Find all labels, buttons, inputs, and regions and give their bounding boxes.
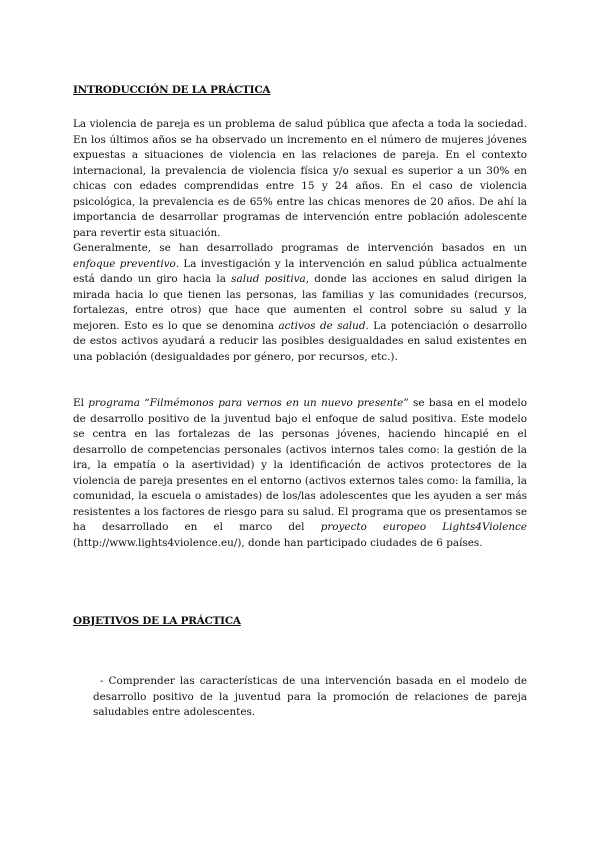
emphasis-enfoque-preventivo: enfoque preventivo — [73, 257, 176, 270]
text-run: El — [73, 397, 89, 409]
text-run: ” se basa en el modelo de desarrollo positivo de la juventud bajo el enfoque de salud positiva. Este modelo se centra en las fortalezas de las personas jóvenes, haciendo hincapié en el desarrollo de competencias personales (activos internos tales como: la gestión de la ira, la empatía o la asertividad) y la identificación de activos protectores de la violencia de pareja presentes en el entorno (activos externos tales como: la familia, la comunidad, la escuela o amistades) de los/las adolescentes que les ayuden a ser más resistentes a los factores de riesgo para su salud. El programa que os presentamos se ha desarrollado en el marco del — [73, 397, 528, 533]
paragraph-enfoque — [73, 241, 527, 365]
text-run: (http://www.lights4violence.eu/), donde han participado ciudades de 6 países. — [73, 536, 483, 549]
objective-bullet — [93, 674, 527, 721]
emphasis-salud-positiva: salud positiva — [231, 273, 306, 285]
section-heading-introduccion: INTRODUCCIÓN DE LA PRÁCTICA — [73, 84, 271, 96]
emphasis-activos-de-salud: activos de salud — [278, 319, 366, 332]
emphasis-programa-title: programa “Filmémonos para vernos en un nuevo presente — [88, 397, 404, 409]
emphasis-proyecto-europeo: proyecto europeo Lights4Violence — [320, 521, 528, 533]
text-run: . La potenciación o desarrollo de estos activos ayudará a reducir las posibles desigualdades en salud existentes en una población (desigualdades por género, por recursos, etc.). — [73, 319, 527, 363]
text-run: , donde las acciones en salud dirigen la mirada hacia lo que tienen las personas, las familias y las comunidades (recursos, fortalezas, entre otros) que hace que aumenten el control sobre su salud y la mejoren. Esto es lo que se denomina — [73, 273, 527, 332]
bullet-text: - Comprender las características de una intervención basada en el modelo de desarrollo positivo de la juventud para la promoción de relaciones de pareja saludables entre adolescentes. — [93, 675, 527, 718]
text-run: Generalmente, se han desarrollado programas de intervención basados en un — [73, 242, 527, 254]
text-run: . La investigación y la intervención en salud pública actualmente está dando un giro hacia la — [73, 257, 528, 285]
paragraph-programa — [73, 396, 527, 551]
paragraph-intro: La violencia de pareja es un problema de salud pública que afecta a toda la sociedad. En los últimos años se ha observado un incremento en el número de mujeres jóvenes expuestas a situaciones de violencia en las relaciones de pareja. En el contexto internacional, la prevalencia de violencia física y/o sexual es superior a un 30% en chicas con edades comprendidas entre 15 y 24 años. En el caso de violencia psicológica, la prevalencia es de 65% entre las chicas menores de 20 años. De ahí la importancia de desarrollar programas de intervención entre población adolescente para revertir esta situación. — [73, 118, 527, 239]
section-heading-objetivos: OBJETIVOS DE LA PRÁCTICA — [73, 615, 241, 627]
